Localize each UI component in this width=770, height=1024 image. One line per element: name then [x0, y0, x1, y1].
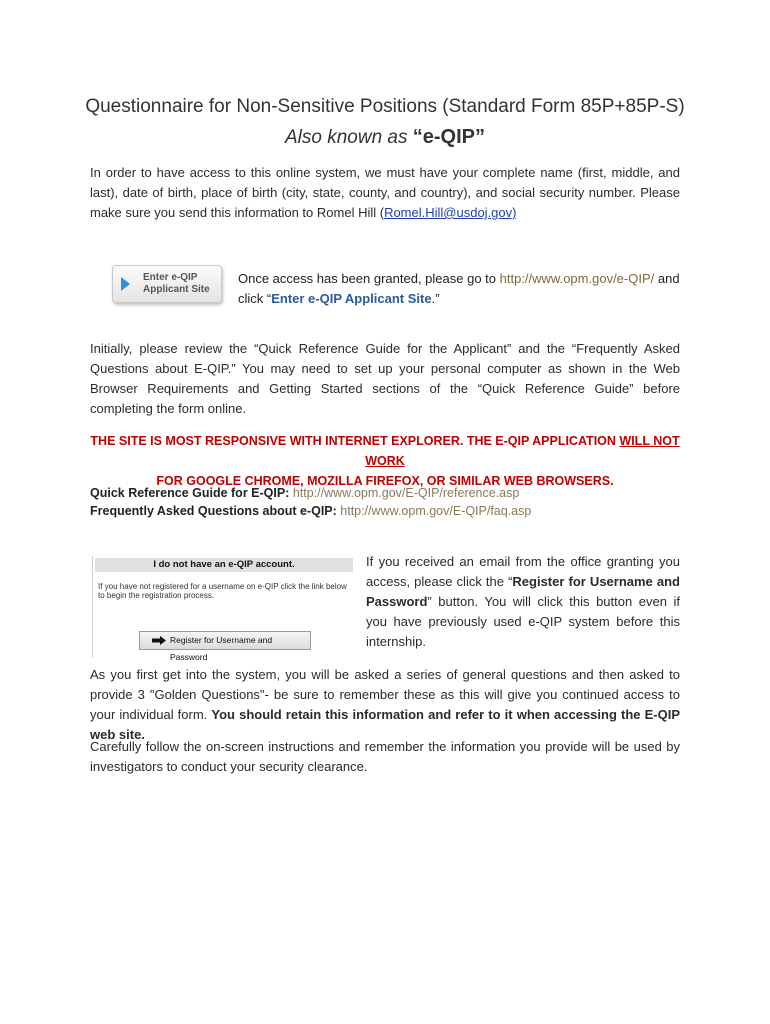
register-panel-header: I do not have an e-QIP account. — [95, 558, 353, 572]
intro-paragraph — [90, 163, 680, 223]
register-pre: If you received an email from the office granting you access, please click the “ — [366, 554, 680, 589]
access-pre: Once access has been granted, please go to — [238, 271, 500, 286]
enter-eqip-button-image[interactable] — [112, 265, 222, 303]
guide-url[interactable]: http://www.opm.gov/E-QIP/reference.asp — [292, 486, 520, 500]
register-panel-text: If you have not registered for a username on e-QIP click the link below to begin the registration process. — [98, 582, 347, 600]
warning-underlined: WILL NOT WORK — [365, 434, 680, 468]
intro-text: In order to have access to this online system, we must have your complete name (first, middle, and last), date of birth, place of birth (city, state, county, and country), and social security number. Please make sure you send this information to Romel Hill ( — [90, 165, 680, 220]
access-instructions — [238, 269, 683, 309]
golden-questions-paragraph — [90, 665, 680, 745]
page-subtitle — [0, 126, 770, 149]
register-instructions — [366, 552, 680, 652]
register-post: ” button. You will click this button even if you have previously used e-QIP system before this internship. — [366, 594, 680, 649]
warning-part1: THE SITE IS MOST RESPONSIVE WITH INTERNET EXPLORER. THE E-QIP APPLICATION — [90, 434, 620, 448]
faq-label: Frequently Asked Questions about e-QIP: — [90, 504, 337, 518]
register-panel-screenshot — [92, 556, 355, 662]
enter-eqip-button-label: Enter e-QIP Applicant Site — [143, 272, 210, 295]
opm-eqip-url[interactable]: http://www.opm.gov/e-QIP/ — [499, 271, 655, 286]
arrow-right-icon — [121, 277, 130, 291]
reference-links — [90, 484, 680, 520]
closing-paragraph: Carefully follow the on-screen instructions and remember the information you provide will be used by investigators to conduct your security clearance. — [90, 739, 680, 774]
register-bold: Register for Username and Password — [366, 574, 680, 609]
register-button-label: Register for Username and Password — [170, 635, 273, 662]
page-title: Questionnaire for Non-Sensitive Positions (Standard Form 85P+85P-S) — [85, 96, 685, 117]
email-link[interactable]: Romel.Hill@usdoj.gov) — [384, 205, 517, 220]
faq-reference — [90, 502, 680, 520]
warning-part2: FOR GOOGLE CHROME, MOZILLA FIREFOX, OR SIMILAR WEB BROWSERS. — [156, 474, 614, 488]
faq-url[interactable]: http://www.opm.gov/E-QIP/faq.asp — [340, 504, 532, 518]
guide-reference — [90, 484, 680, 502]
review-paragraph: Initially, please review the “Quick Reference Guide for the Applicant” and the “Frequently Asked Questions about E-QIP.” You may need to set up your personal computer as shown in the Web Browser Requirements and Getting Started sections of the “Quick Reference Guide” before completing the form online. — [90, 341, 680, 416]
enter-applicant-site-link[interactable]: Enter e-QIP Applicant Site — [271, 291, 432, 306]
access-post: .” — [431, 291, 440, 306]
eqip-name: “e-QIP” — [412, 126, 486, 148]
guide-label: Quick Reference Guide for E-QIP: — [90, 486, 290, 500]
arrow-right-icon — [152, 636, 166, 645]
register-username-button[interactable] — [139, 631, 311, 662]
also-known-as-label: Also known as — [284, 127, 413, 148]
browser-warning — [90, 431, 680, 491]
golden-bold: You should retain this information and refer to it when accessing the E-QIP web site. — [90, 707, 680, 742]
access-mid: and click “ — [238, 271, 680, 306]
golden-text: As you first get into the system, you will be asked a series of general questions and then asked to provide 3 "Golden Questions"- be sure to remember these as this will give you continued access to your individual form. — [90, 667, 680, 722]
